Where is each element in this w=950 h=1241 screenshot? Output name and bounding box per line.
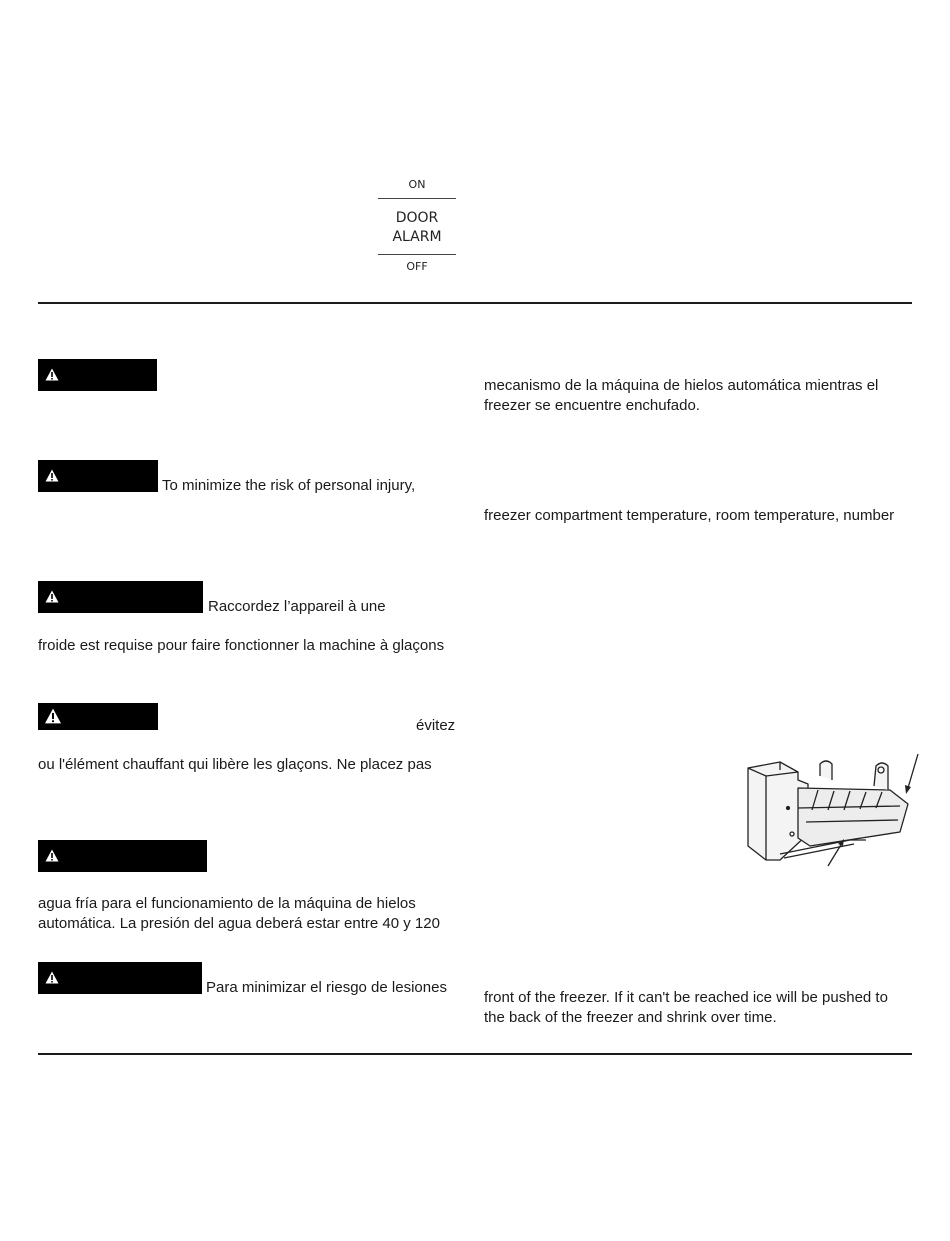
- warning-triangle-icon: [45, 368, 59, 381]
- door-alarm-switch-label: [378, 178, 456, 274]
- right-english-line-1: freezer compartment temperature, room temperature, number: [484, 507, 895, 524]
- door-alarm-label: [378, 209, 456, 247]
- door-alarm-on-label: ON: [408, 178, 426, 191]
- warning-triangle-icon: [45, 590, 59, 603]
- warning-triangle-icon: [45, 469, 59, 482]
- warning-6-text: Para minimizar el riesgo de lesiones: [206, 979, 447, 996]
- french-paragraph-line-2: ou l'élément chauffant qui libère les glaçons. Ne placez pas: [38, 756, 432, 773]
- warning-label-1: [38, 359, 157, 391]
- french-evitez-text: évitez: [416, 717, 456, 734]
- warning-triangle-icon: [44, 708, 62, 724]
- warning-2-text: To minimize the risk of personal injury,: [162, 477, 416, 494]
- door-alarm-off-label: OFF: [406, 260, 428, 273]
- door-alarm-label-line1: DOOR: [395, 210, 439, 226]
- door-alarm-divider-top: [378, 198, 456, 199]
- warning-label-5: [38, 840, 207, 872]
- section-divider-top: [38, 302, 912, 304]
- ice-maker-illustration: [740, 750, 920, 870]
- right-english-line-2: front of the freezer. If it can't be reached ice will be pushed to: [484, 989, 888, 1006]
- right-spanish-line-1: mecanismo de la máquina de hielos automática mientras el: [484, 377, 879, 394]
- door-alarm-divider-bottom: [378, 254, 456, 255]
- french-paragraph-line-1: froide est requise pour faire fonctionner la machine à glaçons: [38, 637, 445, 654]
- warning-label-2: [38, 460, 158, 492]
- warning-triangle-icon: [45, 971, 59, 984]
- section-divider-bottom: [38, 1053, 912, 1055]
- warning-triangle-icon: [45, 849, 59, 862]
- warning-label-6: [38, 962, 202, 994]
- spanish-paragraph-line-1: agua fría para el funcionamiento de la máquina de hielos: [38, 895, 416, 912]
- warning-label-4: [38, 703, 158, 730]
- right-spanish-line-2: freezer se encuentre enchufado.: [484, 397, 700, 414]
- warning-3-text: Raccordez l’appareil à une: [208, 598, 386, 615]
- warning-label-3: [38, 581, 203, 613]
- spanish-paragraph-line-2: automática. La presión del agua deberá estar entre 40 y 120: [38, 915, 440, 932]
- right-english-line-3: the back of the freezer and shrink over time.: [484, 1009, 777, 1026]
- door-alarm-label-line2: ALARM: [392, 229, 442, 245]
